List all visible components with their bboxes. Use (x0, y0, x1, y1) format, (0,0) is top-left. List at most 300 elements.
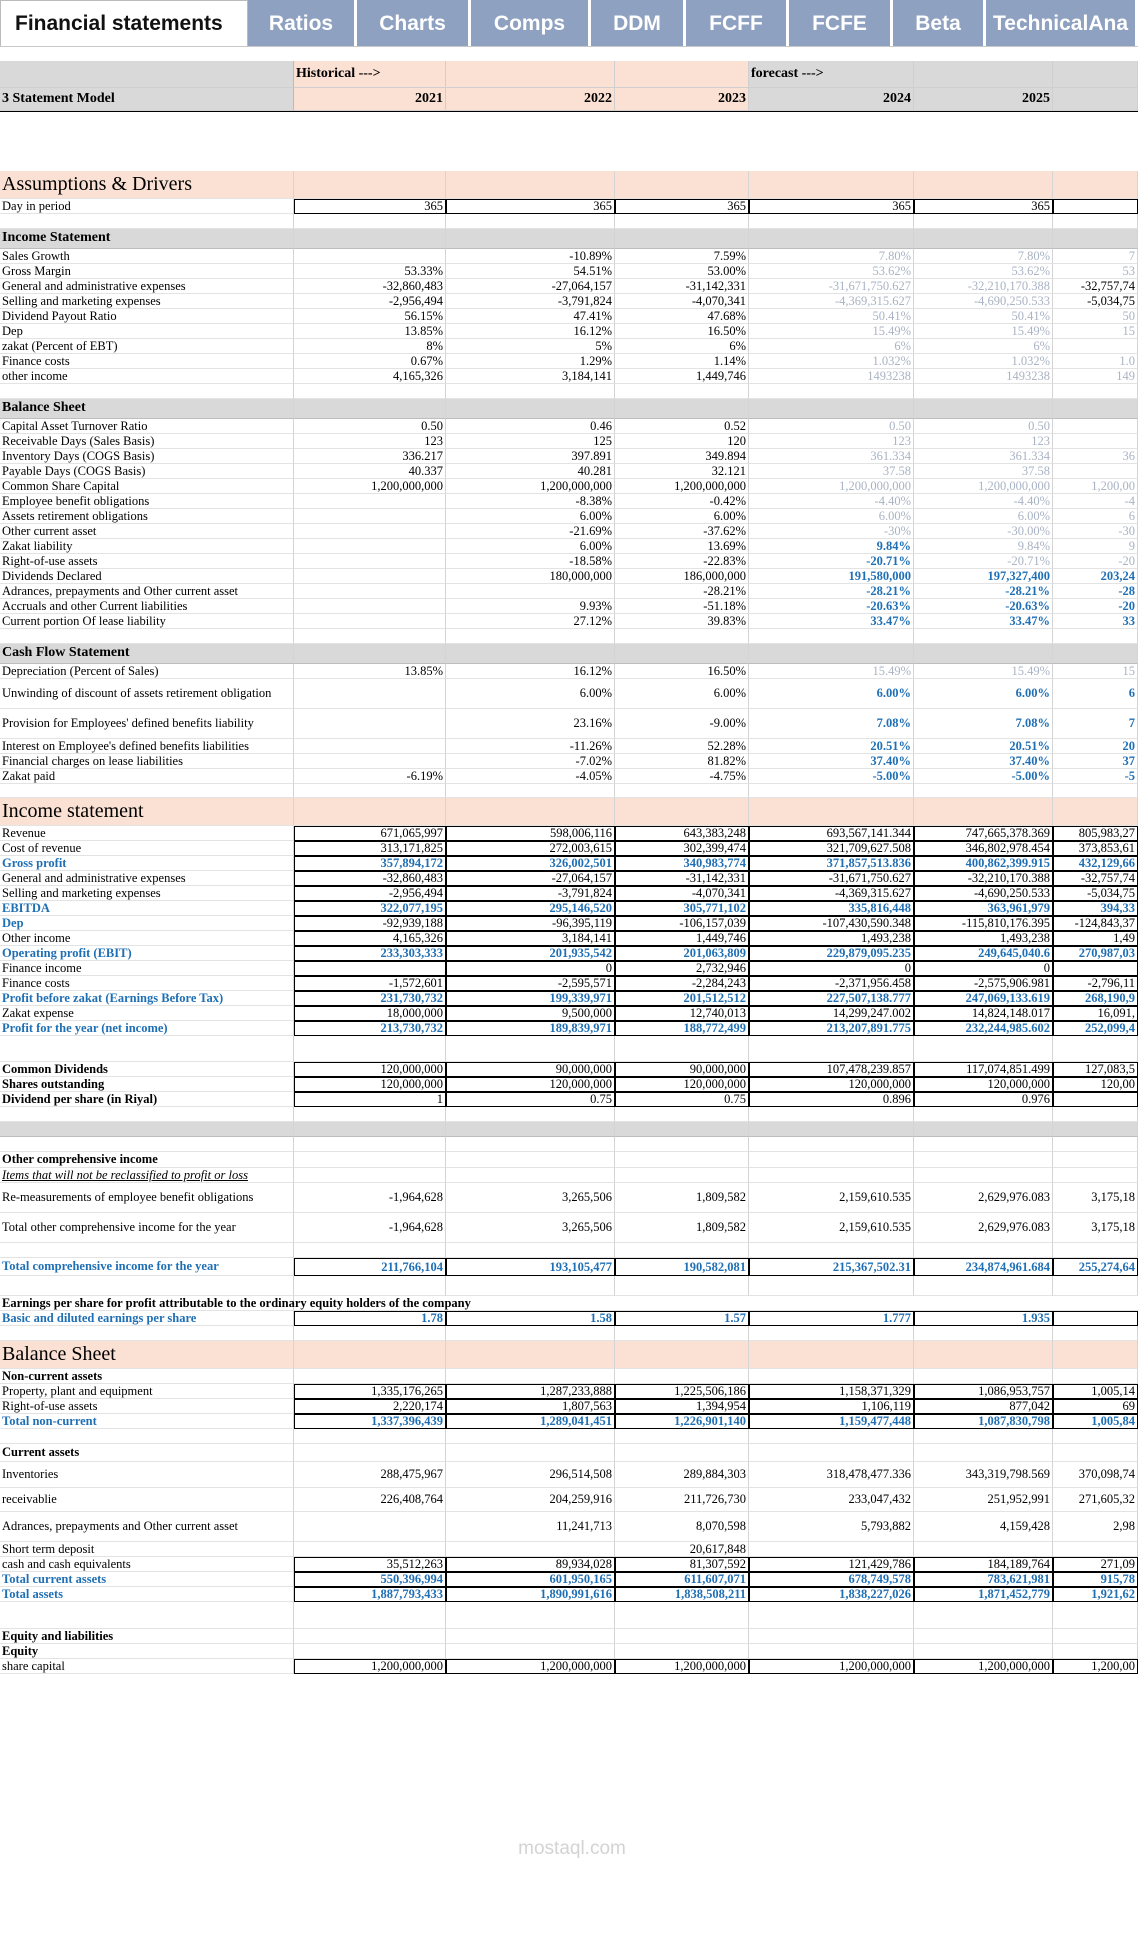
row-label[interactable] (0, 1036, 294, 1062)
value-cell[interactable]: -51.18% (615, 599, 749, 614)
value-cell[interactable] (446, 644, 615, 664)
value-cell[interactable] (615, 1243, 749, 1258)
value-cell[interactable]: 1.29% (446, 354, 615, 369)
value-cell[interactable]: 23.16% (446, 709, 615, 739)
value-cell[interactable]: 33.47% (749, 614, 914, 629)
row-label[interactable]: Zakat paid (0, 769, 294, 784)
value-cell[interactable]: 53.33% (294, 264, 446, 279)
value-cell[interactable]: 336.217 (294, 449, 446, 464)
value-cell[interactable] (446, 1542, 615, 1557)
value-cell[interactable]: 90,000,000 (615, 1062, 749, 1077)
value-cell[interactable] (749, 1602, 914, 1629)
value-cell[interactable] (749, 644, 914, 664)
value-cell[interactable] (1053, 644, 1138, 664)
value-cell[interactable]: -96,395,119 (446, 916, 615, 931)
value-cell[interactable]: 2,629,976.083 (914, 1213, 1053, 1243)
value-cell[interactable]: 123 (914, 434, 1053, 449)
value-cell[interactable]: 3,175,18 (1053, 1183, 1138, 1213)
value-cell[interactable]: 16.12% (446, 324, 615, 339)
value-cell[interactable] (914, 1137, 1053, 1152)
value-cell[interactable]: 1,449,746 (615, 369, 749, 384)
value-cell[interactable] (615, 1444, 749, 1462)
value-cell[interactable] (749, 1276, 914, 1296)
value-cell[interactable] (615, 1341, 749, 1369)
row-label[interactable]: Re-measurements of employee benefit obligations (0, 1183, 294, 1213)
sheet-tab[interactable]: FCFE (789, 0, 893, 47)
value-cell[interactable] (1053, 1276, 1138, 1296)
value-cell[interactable]: 1,200,000,000 (749, 1659, 914, 1674)
value-cell[interactable]: 211,766,104 (294, 1258, 446, 1276)
value-cell[interactable]: 15.49% (914, 324, 1053, 339)
value-cell[interactable] (749, 1444, 914, 1462)
value-cell[interactable]: 7 (1053, 249, 1138, 264)
row-label[interactable]: Finance costs (0, 354, 294, 369)
value-cell[interactable] (1053, 629, 1138, 644)
value-cell[interactable]: 16.12% (446, 664, 615, 679)
value-cell[interactable]: 5,793,882 (749, 1512, 914, 1542)
value-cell[interactable] (446, 1122, 615, 1137)
value-cell[interactable]: 373,853,61 (1053, 841, 1138, 856)
value-cell[interactable]: 9.84% (749, 539, 914, 554)
value-cell[interactable]: 693,567,141.344 (749, 826, 914, 841)
value-cell[interactable]: -30 (1053, 524, 1138, 539)
value-cell[interactable]: 643,383,248 (615, 826, 749, 841)
value-cell[interactable]: 1,106,119 (749, 1399, 914, 1414)
value-cell[interactable] (446, 1036, 615, 1062)
value-cell[interactable]: 0.896 (749, 1092, 914, 1107)
value-cell[interactable] (615, 1369, 749, 1384)
value-cell[interactable]: -1,572,601 (294, 976, 446, 991)
value-cell[interactable]: -30% (749, 524, 914, 539)
year-header[interactable]: 2023 (615, 88, 749, 111)
value-cell[interactable]: 340,983,774 (615, 856, 749, 871)
value-cell[interactable] (615, 1429, 749, 1444)
value-cell[interactable] (1053, 1243, 1138, 1258)
value-cell[interactable] (1053, 1296, 1138, 1311)
value-cell[interactable]: 231,730,732 (294, 991, 446, 1006)
row-label[interactable]: Zakat expense (0, 1006, 294, 1021)
row-label[interactable]: Unwinding of discount of assets retirement obligation (0, 679, 294, 709)
value-cell[interactable]: 7.08% (749, 709, 914, 739)
value-cell[interactable]: 1,200,000,000 (749, 479, 914, 494)
value-cell[interactable] (294, 709, 446, 739)
value-cell[interactable]: 1.58 (446, 1311, 615, 1326)
value-cell[interactable]: 193,105,477 (446, 1258, 615, 1276)
value-cell[interactable] (446, 798, 615, 826)
value-cell[interactable] (446, 1341, 615, 1369)
value-cell[interactable]: 361.334 (749, 449, 914, 464)
value-cell[interactable]: 201,512,512 (615, 991, 749, 1006)
value-cell[interactable]: 0 (749, 961, 914, 976)
value-cell[interactable] (1053, 419, 1138, 434)
value-cell[interactable]: 18,000,000 (294, 1006, 446, 1021)
value-cell[interactable]: 0 (914, 961, 1053, 976)
row-label[interactable]: Dividend Payout Ratio (0, 309, 294, 324)
value-cell[interactable] (294, 1137, 446, 1152)
value-cell[interactable]: 671,065,997 (294, 826, 446, 841)
value-cell[interactable] (914, 1152, 1053, 1168)
value-cell[interactable]: 915,78 (1053, 1572, 1138, 1587)
value-cell[interactable]: 1,225,506,186 (615, 1384, 749, 1399)
value-cell[interactable]: 15.49% (749, 324, 914, 339)
value-cell[interactable]: -32,757,74 (1053, 279, 1138, 294)
year-header[interactable]: 2021 (294, 88, 446, 111)
row-label[interactable]: Property, plant and equipment (0, 1384, 294, 1399)
row-label[interactable]: receivablie (0, 1488, 294, 1512)
value-cell[interactable] (1053, 798, 1138, 826)
value-cell[interactable]: -2,575,906.981 (914, 976, 1053, 991)
value-cell[interactable] (749, 384, 914, 399)
value-cell[interactable]: 16,091, (1053, 1006, 1138, 1021)
value-cell[interactable] (294, 961, 446, 976)
value-cell[interactable]: 121,429,786 (749, 1557, 914, 1572)
value-cell[interactable]: 2,159,610.535 (749, 1213, 914, 1243)
value-cell[interactable]: 251,952,991 (914, 1488, 1053, 1512)
row-label[interactable]: Profit before zakat (Earnings Before Tax) (0, 991, 294, 1006)
value-cell[interactable]: -32,210,170.388 (914, 279, 1053, 294)
row-label[interactable]: Profit for the year (net income) (0, 1021, 294, 1036)
value-cell[interactable]: 2,629,976.083 (914, 1183, 1053, 1213)
value-cell[interactable]: 33.47% (914, 614, 1053, 629)
value-cell[interactable] (446, 584, 615, 599)
value-cell[interactable]: 120,000,000 (615, 1077, 749, 1092)
value-cell[interactable] (1053, 1107, 1138, 1122)
value-cell[interactable]: 190,582,081 (615, 1258, 749, 1276)
value-cell[interactable]: 1.935 (914, 1311, 1053, 1326)
value-cell[interactable] (294, 1036, 446, 1062)
value-cell[interactable]: -28.21% (615, 584, 749, 599)
value-cell[interactable]: 1,200,00 (1053, 479, 1138, 494)
row-label[interactable]: Right-of-use assets (0, 554, 294, 569)
value-cell[interactable]: 16.50% (615, 664, 749, 679)
value-cell[interactable]: 37.58 (749, 464, 914, 479)
value-cell[interactable] (446, 784, 615, 798)
value-cell[interactable]: 20,617,848 (615, 1542, 749, 1557)
value-cell[interactable] (615, 1137, 749, 1152)
value-cell[interactable] (749, 1369, 914, 1384)
row-label[interactable]: Interest on Employee's defined benefits liabilities (0, 739, 294, 754)
value-cell[interactable] (615, 1036, 749, 1062)
value-cell[interactable] (749, 1296, 914, 1311)
value-cell[interactable] (294, 1168, 446, 1183)
row-label[interactable]: Adrances, prepayments and Other current asset (0, 1512, 294, 1542)
value-cell[interactable] (749, 1243, 914, 1258)
value-cell[interactable]: -32,210,170.388 (914, 871, 1053, 886)
value-cell[interactable]: 288,475,967 (294, 1462, 446, 1488)
value-cell[interactable]: -28 (1053, 584, 1138, 599)
value-cell[interactable]: 3,184,141 (446, 369, 615, 384)
value-cell[interactable]: 6% (749, 339, 914, 354)
value-cell[interactable]: 9.93% (446, 599, 615, 614)
value-cell[interactable]: 0.50 (749, 419, 914, 434)
header-blank-cell[interactable] (446, 61, 615, 88)
value-cell[interactable]: -37.62% (615, 524, 749, 539)
value-cell[interactable]: 6 (1053, 509, 1138, 524)
value-cell[interactable]: 14,299,247.002 (749, 1006, 914, 1021)
value-cell[interactable]: 188,772,499 (615, 1021, 749, 1036)
value-cell[interactable]: 6.00% (615, 509, 749, 524)
value-cell[interactable]: 0.976 (914, 1092, 1053, 1107)
value-cell[interactable]: 0.46 (446, 419, 615, 434)
value-cell[interactable]: 123 (294, 434, 446, 449)
value-cell[interactable]: 1.777 (749, 1311, 914, 1326)
value-cell[interactable] (294, 1542, 446, 1557)
value-cell[interactable]: 53.62% (749, 264, 914, 279)
value-cell[interactable]: 1,226,901,140 (615, 1414, 749, 1429)
value-cell[interactable]: -32,757,74 (1053, 871, 1138, 886)
row-label[interactable]: Provision for Employees' defined benefits liability (0, 709, 294, 739)
value-cell[interactable]: 35,512,263 (294, 1557, 446, 1572)
value-cell[interactable]: -1,964,628 (294, 1213, 446, 1243)
row-label[interactable] (0, 629, 294, 644)
row-label[interactable]: Assumptions & Drivers (0, 171, 294, 199)
value-cell[interactable]: 27.12% (446, 614, 615, 629)
value-cell[interactable] (914, 1644, 1053, 1659)
value-cell[interactable]: 1,493,238 (749, 931, 914, 946)
value-cell[interactable]: 197,327,400 (914, 569, 1053, 584)
value-cell[interactable] (446, 1137, 615, 1152)
value-cell[interactable]: 1,809,582 (615, 1183, 749, 1213)
value-cell[interactable]: 2,159,610.535 (749, 1183, 914, 1213)
value-cell[interactable]: 117,074,851.499 (914, 1062, 1053, 1077)
value-cell[interactable]: 3,184,141 (446, 931, 615, 946)
row-label[interactable]: cash and cash equivalents (0, 1557, 294, 1572)
value-cell[interactable]: 1.14% (615, 354, 749, 369)
value-cell[interactable]: 6.00% (446, 539, 615, 554)
value-cell[interactable] (294, 784, 446, 798)
value-cell[interactable] (1053, 1092, 1138, 1107)
value-cell[interactable]: 201,935,542 (446, 946, 615, 961)
value-cell[interactable] (615, 1168, 749, 1183)
value-cell[interactable]: 598,006,116 (446, 826, 615, 841)
value-cell[interactable]: 186,000,000 (615, 569, 749, 584)
row-label[interactable] (0, 1137, 294, 1152)
value-cell[interactable]: 9.84% (914, 539, 1053, 554)
value-cell[interactable]: 1,49 (1053, 931, 1138, 946)
value-cell[interactable] (749, 1629, 914, 1644)
value-cell[interactable]: 1493238 (914, 369, 1053, 384)
value-cell[interactable] (294, 1276, 446, 1296)
value-cell[interactable]: 7.59% (615, 249, 749, 264)
value-cell[interactable]: 1,200,000,000 (914, 479, 1053, 494)
value-cell[interactable] (615, 171, 749, 199)
value-cell[interactable] (749, 1107, 914, 1122)
value-cell[interactable] (615, 644, 749, 664)
value-cell[interactable]: 1,449,746 (615, 931, 749, 946)
value-cell[interactable]: -30.00% (914, 524, 1053, 539)
value-cell[interactable]: 0.75 (615, 1092, 749, 1107)
value-cell[interactable]: -31,142,331 (615, 871, 749, 886)
value-cell[interactable]: 20 (1053, 739, 1138, 754)
value-cell[interactable]: 201,063,809 (615, 946, 749, 961)
value-cell[interactable] (446, 1602, 615, 1629)
value-cell[interactable]: 1,005,14 (1053, 1384, 1138, 1399)
value-cell[interactable]: -20 (1053, 554, 1138, 569)
value-cell[interactable] (294, 1512, 446, 1542)
row-label[interactable]: Current assets (0, 1444, 294, 1462)
value-cell[interactable]: 36 (1053, 449, 1138, 464)
value-cell[interactable]: 69 (1053, 1399, 1138, 1414)
value-cell[interactable]: 53 (1053, 264, 1138, 279)
value-cell[interactable]: 50.41% (749, 309, 914, 324)
value-cell[interactable]: 1.032% (914, 354, 1053, 369)
value-cell[interactable]: 213,730,732 (294, 1021, 446, 1036)
row-label[interactable]: Dividends Declared (0, 569, 294, 584)
value-cell[interactable]: 6.00% (446, 509, 615, 524)
value-cell[interactable]: 1.78 (294, 1311, 446, 1326)
value-cell[interactable]: 11,241,713 (446, 1512, 615, 1542)
value-cell[interactable]: 343,319,798.569 (914, 1462, 1053, 1488)
value-cell[interactable]: 5% (446, 339, 615, 354)
value-cell[interactable] (446, 1107, 615, 1122)
header-blank-cell[interactable] (1053, 61, 1138, 88)
value-cell[interactable]: 3,175,18 (1053, 1213, 1138, 1243)
value-cell[interactable] (294, 494, 446, 509)
value-cell[interactable] (1053, 1311, 1138, 1326)
value-cell[interactable]: 1.57 (615, 1311, 749, 1326)
value-cell[interactable] (1053, 1429, 1138, 1444)
value-cell[interactable] (914, 1444, 1053, 1462)
value-cell[interactable] (294, 584, 446, 599)
value-cell[interactable]: -28.21% (749, 584, 914, 599)
value-cell[interactable] (1053, 384, 1138, 399)
value-cell[interactable] (446, 1296, 615, 1311)
value-cell[interactable]: 361.334 (914, 449, 1053, 464)
value-cell[interactable]: 1,838,227,026 (749, 1587, 914, 1602)
value-cell[interactable] (294, 614, 446, 629)
value-cell[interactable]: -4,690,250.533 (914, 886, 1053, 901)
value-cell[interactable]: 39.83% (615, 614, 749, 629)
value-cell[interactable]: -7.02% (446, 754, 615, 769)
value-cell[interactable]: -32,860,483 (294, 279, 446, 294)
value-cell[interactable] (749, 1122, 914, 1137)
value-cell[interactable]: 270,987,03 (1053, 946, 1138, 961)
value-cell[interactable]: 9,500,000 (446, 1006, 615, 1021)
value-cell[interactable]: -4.05% (446, 769, 615, 784)
value-cell[interactable]: 1,337,396,439 (294, 1414, 446, 1429)
value-cell[interactable]: 271,605,32 (1053, 1488, 1138, 1512)
value-cell[interactable] (914, 644, 1053, 664)
row-label[interactable]: Gross Margin (0, 264, 294, 279)
value-cell[interactable]: -4.40% (914, 494, 1053, 509)
value-cell[interactable]: 13.69% (615, 539, 749, 554)
year-header[interactable]: 2022 (446, 88, 615, 111)
value-cell[interactable]: 40.281 (446, 464, 615, 479)
value-cell[interactable] (615, 1276, 749, 1296)
value-cell[interactable]: 6.00% (446, 679, 615, 709)
value-cell[interactable] (294, 229, 446, 249)
value-cell[interactable]: 302,399,474 (615, 841, 749, 856)
sheet-tab[interactable]: DDM (591, 0, 686, 47)
value-cell[interactable]: -5.00% (749, 769, 914, 784)
value-cell[interactable]: 6.00% (914, 679, 1053, 709)
value-cell[interactable]: 37 (1053, 754, 1138, 769)
value-cell[interactable]: 365 (294, 199, 446, 214)
value-cell[interactable]: -2,284,243 (615, 976, 749, 991)
value-cell[interactable]: 0.50 (914, 419, 1053, 434)
row-label[interactable]: Earnings per share for profit attributable to the ordinary equity holders of the company (2, 1295, 471, 1310)
value-cell[interactable]: -124,843,37 (1053, 916, 1138, 931)
value-cell[interactable] (446, 1168, 615, 1183)
value-cell[interactable] (749, 171, 914, 199)
value-cell[interactable]: 4,159,428 (914, 1512, 1053, 1542)
value-cell[interactable] (749, 399, 914, 419)
value-cell[interactable]: 13.85% (294, 664, 446, 679)
value-cell[interactable] (446, 399, 615, 419)
value-cell[interactable]: 20.51% (749, 739, 914, 754)
value-cell[interactable] (1053, 1602, 1138, 1629)
row-label[interactable] (0, 1429, 294, 1444)
value-cell[interactable]: 1,394,954 (615, 1399, 749, 1414)
value-cell[interactable]: 4,165,326 (294, 931, 446, 946)
value-cell[interactable]: -2,595,571 (446, 976, 615, 991)
row-label[interactable]: Equity and liabilities (0, 1629, 294, 1644)
value-cell[interactable]: 13.85% (294, 324, 446, 339)
row-label[interactable]: Day in period (0, 199, 294, 214)
value-cell[interactable] (294, 509, 446, 524)
value-cell[interactable]: 1,086,953,757 (914, 1384, 1053, 1399)
value-cell[interactable]: 1,287,233,888 (446, 1384, 615, 1399)
value-cell[interactable]: 783,621,981 (914, 1572, 1053, 1587)
value-cell[interactable]: 120,000,000 (294, 1077, 446, 1092)
row-label[interactable] (0, 1107, 294, 1122)
value-cell[interactable]: -92,939,188 (294, 916, 446, 931)
value-cell[interactable] (615, 1152, 749, 1168)
value-cell[interactable]: 125 (446, 434, 615, 449)
value-cell[interactable]: 1,200,00 (1053, 1659, 1138, 1674)
value-cell[interactable] (914, 1168, 1053, 1183)
row-label[interactable]: Right-of-use assets (0, 1399, 294, 1414)
value-cell[interactable]: 1,807,563 (446, 1399, 615, 1414)
value-cell[interactable]: -0.42% (615, 494, 749, 509)
value-cell[interactable]: -20.63% (749, 599, 914, 614)
value-cell[interactable]: 180,000,000 (446, 569, 615, 584)
value-cell[interactable]: 1493238 (749, 369, 914, 384)
value-cell[interactable] (615, 1602, 749, 1629)
value-cell[interactable]: 7 (1053, 709, 1138, 739)
value-cell[interactable] (914, 1369, 1053, 1384)
value-cell[interactable]: 255,274,64 (1053, 1258, 1138, 1276)
row-label[interactable]: Finance costs (0, 976, 294, 991)
value-cell[interactable]: 1,200,000,000 (615, 479, 749, 494)
value-cell[interactable] (294, 569, 446, 584)
value-cell[interactable]: -2,956,494 (294, 886, 446, 901)
value-cell[interactable] (446, 171, 615, 199)
value-cell[interactable]: 363,961,979 (914, 901, 1053, 916)
value-cell[interactable] (446, 1243, 615, 1258)
value-cell[interactable] (914, 1107, 1053, 1122)
value-cell[interactable] (1053, 214, 1138, 229)
value-cell[interactable]: 305,771,102 (615, 901, 749, 916)
value-cell[interactable]: 15 (1053, 324, 1138, 339)
value-cell[interactable] (749, 1168, 914, 1183)
value-cell[interactable] (615, 784, 749, 798)
row-label[interactable]: Operating profit (EBIT) (0, 946, 294, 961)
value-cell[interactable]: 1,289,041,451 (446, 1414, 615, 1429)
value-cell[interactable] (294, 1122, 446, 1137)
value-cell[interactable]: 233,047,432 (749, 1488, 914, 1512)
row-label[interactable]: General and administrative expenses (0, 279, 294, 294)
value-cell[interactable]: 0 (446, 961, 615, 976)
row-label[interactable]: Other comprehensive income (0, 1152, 294, 1168)
value-cell[interactable]: 6.00% (749, 509, 914, 524)
value-cell[interactable]: -20 (1053, 599, 1138, 614)
row-label[interactable] (0, 1243, 294, 1258)
sheet-tab[interactable]: Beta (893, 0, 986, 47)
value-cell[interactable]: -4,369,315.627 (749, 294, 914, 309)
row-label[interactable]: General and administrative expenses (0, 871, 294, 886)
value-cell[interactable] (294, 1107, 446, 1122)
